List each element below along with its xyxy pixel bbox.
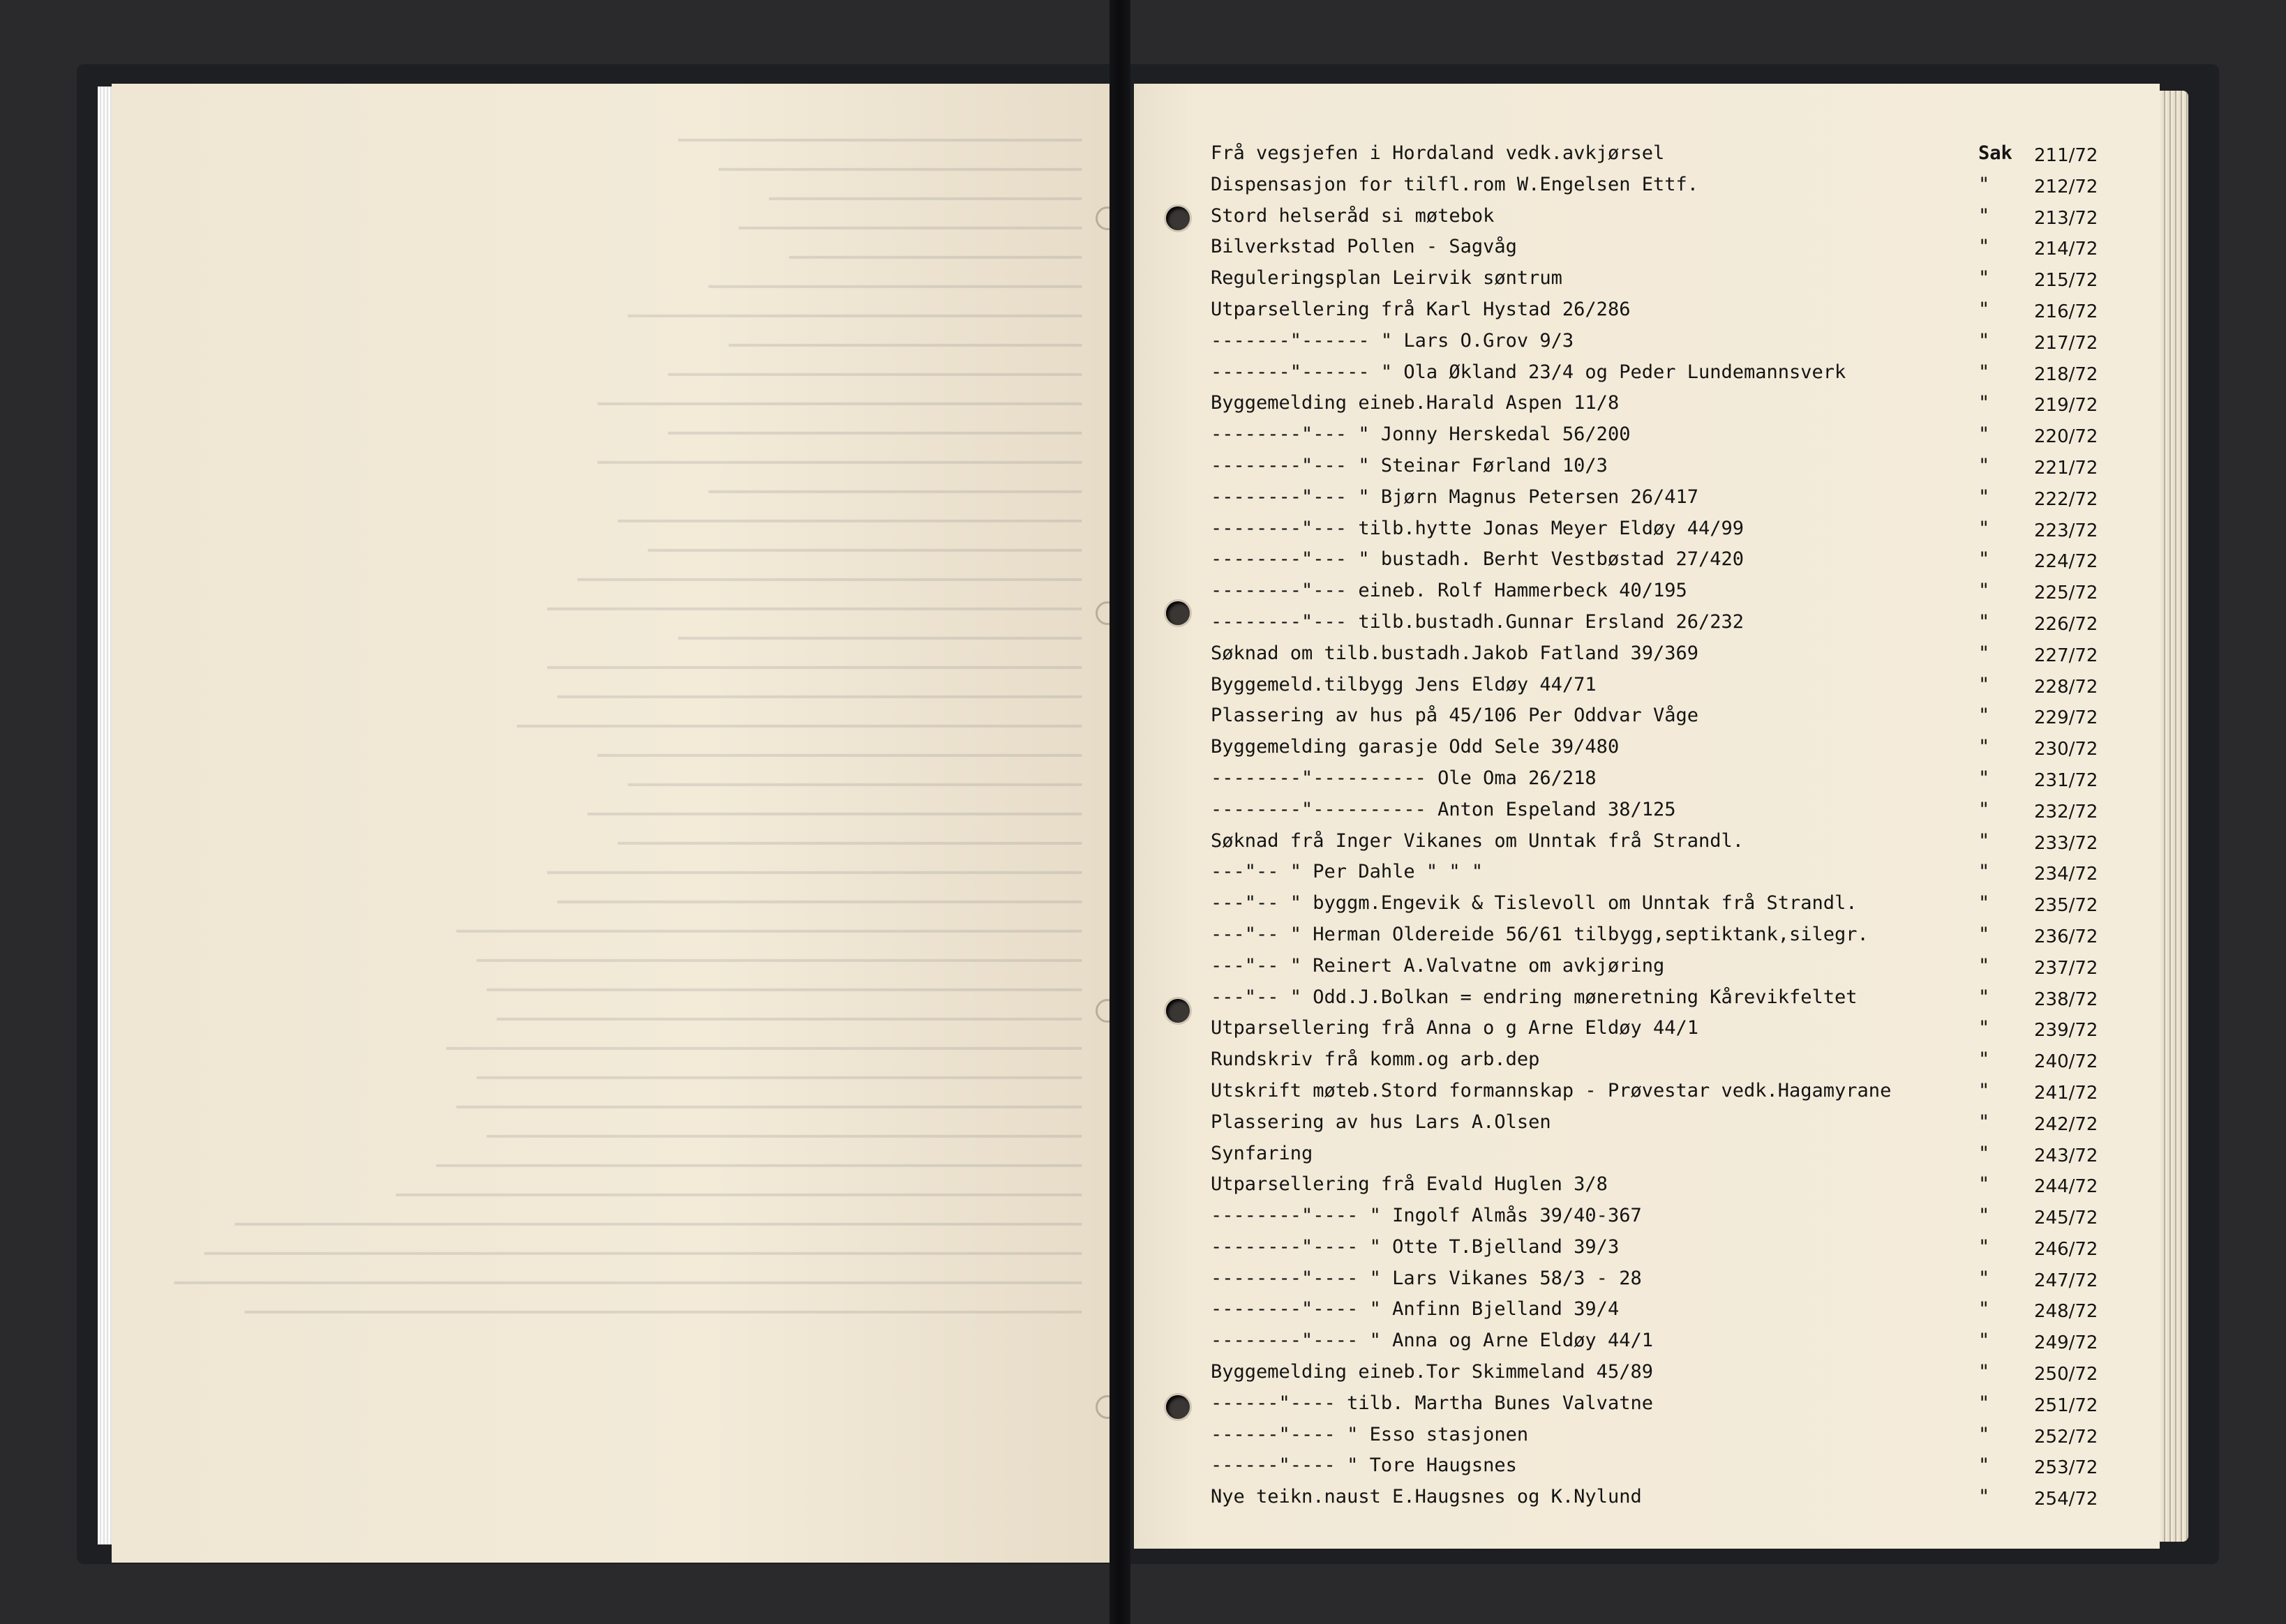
ditto-mark: " xyxy=(1978,173,1990,195)
journal-entry-row xyxy=(1211,921,2125,952)
journal-entry-row xyxy=(1211,796,2125,827)
ditto-mark: " xyxy=(1978,204,1990,227)
ditto-mark: " xyxy=(1978,954,1990,977)
case-number: 248/72 xyxy=(2034,1301,2098,1323)
ditto-mark: " xyxy=(1978,642,1990,664)
entry-text: ------"---- " Esso stasjonen xyxy=(1211,1423,1529,1445)
case-number: 229/72 xyxy=(2034,707,2098,729)
right-page-stack xyxy=(2156,91,2188,1542)
ditto-mark: " xyxy=(1978,798,1990,820)
journal-entry-row xyxy=(1211,1108,2125,1140)
case-number: 236/72 xyxy=(2034,926,2098,947)
ditto-mark: " xyxy=(1978,892,1990,915)
ditto-mark: " xyxy=(1978,1298,1990,1321)
journal-entry-row xyxy=(1211,296,2125,327)
ditto-mark: " xyxy=(1978,1423,1990,1445)
case-number: 231/72 xyxy=(2034,769,2098,791)
ditto-mark: " xyxy=(1978,736,1990,758)
entry-text: --------"--- tilb.bustadh.Gunnar Ersland 26/232 xyxy=(1211,610,1745,633)
ditto-mark: " xyxy=(1978,1392,1990,1414)
entry-text: ---"-- " Herman Oldereide 56/61 tilbygg,septiktank,silegr. xyxy=(1211,923,1869,945)
journal-entry-row xyxy=(1211,1046,2125,1077)
case-number: 220/72 xyxy=(2034,426,2098,448)
ditto-mark: " xyxy=(1978,267,1990,290)
entry-text: ------"---- tilb. Martha Bunes Valvatne xyxy=(1211,1392,1653,1414)
journal-entry-row xyxy=(1211,671,2125,702)
journal-entry-row xyxy=(1211,608,2125,640)
ditto-mark: " xyxy=(1978,1205,1990,1227)
journal-entry-row xyxy=(1211,1233,2125,1265)
entry-text: Bilverkstad Pollen - Sagvåg xyxy=(1211,236,1517,258)
ditto-mark: " xyxy=(1978,423,1990,446)
entry-text: Byggemeld.tilbygg Jens Eldøy 44/71 xyxy=(1211,673,1597,696)
journal-entry-row xyxy=(1211,1390,2125,1421)
journal-entry-row xyxy=(1211,389,2125,421)
case-number: 253/72 xyxy=(2034,1457,2098,1479)
journal-entry-row xyxy=(1211,889,2125,921)
entry-text: Byggemelding eineb.Harald Aspen 11/8 xyxy=(1211,392,1620,414)
case-number: 226/72 xyxy=(2034,613,2098,635)
case-number: 211/72 xyxy=(2034,145,2098,166)
journal-entry-row xyxy=(1211,577,2125,608)
entry-text: Utskrift møteb.Stord formannskap - Prøvestar vedk.Hagamyrane xyxy=(1211,1079,1892,1102)
binder-spine xyxy=(1110,0,1130,1624)
ditto-mark: " xyxy=(1978,923,1990,945)
journal-entry-row xyxy=(1211,546,2125,577)
entry-text: Dispensasjon for tilfl.rom W.Engelsen Ettf. xyxy=(1211,173,1698,195)
entry-text: -------"------ " Ola Økland 23/4 og Peder Lundemannsverk xyxy=(1211,361,1846,383)
journal-entry-row xyxy=(1211,515,2125,546)
journal-entry-row xyxy=(1211,483,2125,515)
journal-entry-row xyxy=(1211,233,2125,264)
entry-text: --------"--- " Steinar Førland 10/3 xyxy=(1211,454,1608,476)
case-number: 232/72 xyxy=(2034,801,2098,822)
journal-entry-row xyxy=(1211,1483,2125,1514)
journal-entry-row xyxy=(1211,452,2125,483)
entry-text: Byggemelding eineb.Tor Skimmeland 45/89 xyxy=(1211,1361,1653,1383)
case-number: 227/72 xyxy=(2034,645,2098,666)
case-number: 250/72 xyxy=(2034,1364,2098,1385)
case-number: 243/72 xyxy=(2034,1145,2098,1166)
entry-text: --------"---------- Anton Espeland 38/125 xyxy=(1211,798,1676,820)
ditto-mark: " xyxy=(1978,298,1990,320)
entry-text: Stord helseråd si møtebok xyxy=(1211,204,1495,227)
case-number: 228/72 xyxy=(2034,676,2098,698)
case-number: 234/72 xyxy=(2034,864,2098,885)
ditto-mark: " xyxy=(1978,673,1990,696)
ditto-mark: " xyxy=(1978,705,1990,727)
entry-text: Søknad frå Inger Vikanes om Unntak frå Strandl. xyxy=(1211,829,1745,852)
case-number: 240/72 xyxy=(2034,1051,2098,1073)
entry-text: --------"--- tilb.hytte Jonas Meyer Eldøy 44/99 xyxy=(1211,517,1745,539)
entry-text: --------"---- " Otte T.Bjelland 39/3 xyxy=(1211,1235,1620,1258)
case-number: 245/72 xyxy=(2034,1208,2098,1229)
journal-entry-row xyxy=(1211,1140,2125,1171)
left-page xyxy=(112,84,1110,1563)
ditto-mark: " xyxy=(1978,986,1990,1008)
ditto-mark: " xyxy=(1978,486,1990,508)
case-number: 247/72 xyxy=(2034,1270,2098,1291)
ditto-mark: " xyxy=(1978,361,1990,383)
entry-text: Utparsellering frå Karl Hystad 26/286 xyxy=(1211,298,1631,320)
punch-hole xyxy=(1166,601,1190,625)
journal-entry-row xyxy=(1211,359,2125,390)
journal-entry-row xyxy=(1211,1358,2125,1390)
bleed-through-text: ━━━━━━━━━━━━━━━━━━━━━━━━━━━━━━━━━━━━━━━━ ━━━━━━━━━━━━━━━━━━━━━━━━━━━━━━━━━━━━ ━━━━━━━━━━━━━━━━━━━━━━━━━━━━━━━ ━━━━━━━━━━━━━━━━━━━━━━━━━━━━━━━━━━ ━━━━━━━━━━━━━━━━━━━━━━━━━━━━━ ━━━━━━━━━━━━━━━━━━━━━━━━━━━━━━━━━━━━━ ━━━━━━━━━━━━━━━━━━━━━━━━━━━━━━━━━━━━━━━━━━━━━ ━━━━━━━━━━━━━━━━━━━━━━━━━━━━━━━━━━━ ━━━━━━━━━━━━━━━━━━━━━━━━━━━━━━━━━━━━━━━━━ ━━━━━━━━━━━━━━━━━━━━━━━━━━━━━━━━━━━━━━━━━━━━━━━━ ━━━━━━━━━━━━━━━━━━━━━━━━━━━━━━━━━━━━━━━━━ ━━━━━━━━━━━━━━━━━━━━━━━━━━━━━━━━━━━━━━━━━━━━━━━━ ━━━━━━━━━━━━━━━━━━━━━━━━━━━━━━━━━━━━━ ━━━━━━━━━━━━━━━━━━━━━━━━━━━━━━━━━━━━━━━━━━━━━━ ━━━━━━━━━━━━━━━━━━━━━━━━━━━━━━━━━━━━━━━━━━━ ━━━━━━━━━━━━━━━━━━━━━━━━━━━━━━━━━━━━━━━━━━━━━━━━━━ ━━━━━━━━━━━━━━━━━━━━━━━━━━━━━━━━━━━━━━━━━━━━━━━━━━━━━ ━━━━━━━━━━━━━━━━━━━━━━━━━━━━━━━━━━━━━━━━ ━━━━━━━━━━━━━━━━━━━━━━━━━━━━━━━━━━━━━━━━━━━━━━━━━━━━━ ━━━━━━━━━━━━━━━━━━━━━━━━━━━━━━━━━━━━━━━━━━━━━━━━━━━━ ━━━━━━━━━━━━━━━━━━━━━━━━━━━━━━━━━━━━━━━━━━━━━━━━━━━━━━━━ ━━━━━━━━━━━━━━━━━━━━━━━━━━━━━━━━━━━━━━━━━━━━━━━━ ━━━━━━━━━━━━━━━━━━━━━━━━━━━━━━━━━━━━━━━━━━━━━ ━━━━━━━━━━━━━━━━━━━━━━━━━━━━━━━━━━━━━━━━━━━━━━━━━ ━━━━━━━━━━━━━━━━━━━━━━━━━━━━━━━━━━━━━━━━━━━━━━ ━━━━━━━━━━━━━━━━━━━━━━━━━━━━━━━━━━━━━━━━━━━━━━━━━━━━━ ━━━━━━━━━━━━━━━━━━━━━━━━━━━━━━━━━━━━━━━━━━━━━━━━━━━━ ━━━━━━━━━━━━━━━━━━━━━━━━━━━━━━━━━━━━━━━━━━━━━━━━━━━━━━━━━━━━━━ ━━━━━━━━━━━━━━━━━━━━━━━━━━━━━━━━━━━━━━━━━━━━━━━━━━━━━━━━━━━━ ━━━━━━━━━━━━━━━━━━━━━━━━━━━━━━━━━━━━━━━━━━━━━━━━━━━━━━━━━━━ ━━━━━━━━━━━━━━━━━━━━━━━━━━━━━━━━━━━━━━━━━━━━━━━━━━━━━━━━━━ ━━━━━━━━━━━━━━━━━━━━━━━━━━━━━━━━━━━━━━━━━━━━━━━━━━━━━━━━━━━━━━━ ━━━━━━━━━━━━━━━━━━━━━━━━━━━━━━━━━━━━━━━━━━━━━━━━━━━━━━━━━━━━ ━━━━━━━━━━━━━━━━━━━━━━━━━━━━━━━━━━━━━━━━━━━━━━━━━━━━━━━━━━━━━━ ━━━━━━━━━━━━━━━━━━━━━━━━━━━━━━━━━━━━━━━━━━━━━━━━━━━━━━━━━━━ ━━━━━━━━━━━━━━━━━━━━━━━━━━━━━━━━━━━━━━━━━━━━━━━━━━━━━━━━━━━━━━━━ ━━━━━━━━━━━━━━━━━━━━━━━━━━━━━━━━━━━━━━━━━━━━━━━━━━━━━━━━━━━━━━━━━━━━ ━━━━━━━━━━━━━━━━━━━━━━━━━━━━━━━━━━━━━━━━━━━━━━━━━━━━━━━━━━━━━━━━━━━━━━━━━━━━━━━━━━━━ ━━━━━━━━━━━━━━━━━━━━━━━━━━━━━━━━━━━━━━━━━━━━━━━━━━━━━━━━━━━━━━━━━━━━━━━━━━━━━━━━━━━━━━━ ━━━━━━━━━━━━━━━━━━━━━━━━━━━━━━━━━━━━━━━━━━━━━━━━━━━━━━━━━━━━━━━━━━━━━━━━━━━━━━━━━━━━━━━━━━ ━━━━━━━━━━━━━━━━━━━━━━━━━━━━━━━━━━━━━━━━━━━━━━━━━━━━━━━━━━━━━━━━━━━━━━━━━━━━━━━━━━━ xyxy=(174,130,1082,1322)
ditto-mark: " xyxy=(1978,548,1990,571)
ditto-mark: " xyxy=(1978,1048,1990,1071)
case-number: 233/72 xyxy=(2034,832,2098,854)
ditto-mark: " xyxy=(1978,1142,1990,1164)
case-number: 224/72 xyxy=(2034,551,2098,573)
entry-text: --------"--- eineb. Rolf Hammerbeck 40/195 xyxy=(1211,580,1687,602)
journal-entry-row xyxy=(1211,421,2125,452)
ditto-mark: " xyxy=(1978,392,1990,414)
journal-entry-row xyxy=(1211,1171,2125,1202)
entry-text: Nye teikn.naust E.Haugsnes og K.Nylund xyxy=(1211,1486,1642,1508)
ditto-mark: " xyxy=(1978,1330,1990,1352)
journal-entry-row xyxy=(1211,264,2125,296)
ditto-mark: " xyxy=(1978,1235,1990,1258)
entry-text: --------"---- " Anna og Arne Eldøy 44/1 xyxy=(1211,1330,1653,1352)
case-number: 215/72 xyxy=(2034,270,2098,292)
case-number: 254/72 xyxy=(2034,1489,2098,1510)
journal-entry-row xyxy=(1211,1327,2125,1358)
ditto-mark: " xyxy=(1978,454,1990,476)
entry-text: Søknad om tilb.bustadh.Jakob Fatland 39/369 xyxy=(1211,642,1698,664)
ditto-mark: " xyxy=(1978,829,1990,852)
ditto-mark: " xyxy=(1978,1486,1990,1508)
journal-entry-row xyxy=(1211,702,2125,733)
entry-text: --------"---- " Lars Vikanes 58/3 - 28 xyxy=(1211,1267,1642,1289)
sak-label: Sak xyxy=(1978,142,2012,164)
ditto-mark: " xyxy=(1978,1017,1990,1039)
journal-entry-row xyxy=(1211,1202,2125,1233)
case-number: 244/72 xyxy=(2034,1176,2098,1198)
journal-entry-row xyxy=(1211,1452,2125,1483)
entry-text: Utparsellering frå Anna o g Arne Eldøy 44/1 xyxy=(1211,1017,1698,1039)
entry-text: Plassering av hus Lars A.Olsen xyxy=(1211,1111,1551,1133)
case-number: 213/72 xyxy=(2034,207,2098,229)
journal-entry-row xyxy=(1211,984,2125,1015)
journal-entry-row xyxy=(1211,733,2125,765)
case-number: 223/72 xyxy=(2034,520,2098,541)
entry-text: --------"--- " bustadh. Berht Vestbøstad 27/420 xyxy=(1211,548,1745,571)
case-number: 239/72 xyxy=(2034,1020,2098,1042)
entry-text: ---"-- " Odd.J.Bolkan = endring møneretning Kårevikfeltet xyxy=(1211,986,1858,1008)
case-number: 249/72 xyxy=(2034,1332,2098,1354)
journal-entry-row xyxy=(1211,1421,2125,1452)
entry-text: -------"------ " Lars O.Grov 9/3 xyxy=(1211,329,1574,352)
ditto-mark: " xyxy=(1978,1079,1990,1102)
entry-text: --------"---------- Ole Oma 26/218 xyxy=(1211,767,1597,789)
entry-text: Rundskriv frå komm.og arb.dep xyxy=(1211,1048,1540,1071)
ditto-mark: " xyxy=(1978,1111,1990,1133)
ditto-mark: " xyxy=(1978,517,1990,539)
case-number: 225/72 xyxy=(2034,582,2098,604)
journal-entry-row xyxy=(1211,952,2125,984)
entry-text: --------"---- " Ingolf Almås 39/40-367 xyxy=(1211,1205,1642,1227)
journal-entry-row xyxy=(1211,327,2125,359)
entry-text: --------"---- " Anfinn Bjelland 39/4 xyxy=(1211,1298,1620,1321)
entry-text: Frå vegsjefen i Hordaland vedk.avkjørsel xyxy=(1211,142,1665,164)
journal-entry-row xyxy=(1211,202,2125,234)
entry-text: ---"-- " byggm.Engevik & Tislevoll om Unntak frå Strandl. xyxy=(1211,892,1858,915)
case-number: 219/72 xyxy=(2034,395,2098,416)
journal-entry-row xyxy=(1211,640,2125,671)
entry-text: Utparsellering frå Evald Huglen 3/8 xyxy=(1211,1173,1608,1196)
ditto-mark: " xyxy=(1978,1267,1990,1289)
entry-text: ---"-- " Per Dahle " " " xyxy=(1211,861,1484,883)
journal-entry-row xyxy=(1211,140,2125,171)
entry-text: Byggemelding garasje Odd Sele 39/480 xyxy=(1211,736,1620,758)
ditto-mark: " xyxy=(1978,861,1990,883)
ditto-mark: " xyxy=(1978,329,1990,352)
case-number: 217/72 xyxy=(2034,332,2098,354)
case-number: 242/72 xyxy=(2034,1113,2098,1135)
case-number: 235/72 xyxy=(2034,895,2098,917)
ditto-mark: " xyxy=(1978,580,1990,602)
entry-text: ------"---- " Tore Haugsnes xyxy=(1211,1454,1517,1477)
ditto-mark: " xyxy=(1978,610,1990,633)
punch-hole xyxy=(1166,999,1190,1023)
journal-entries xyxy=(1211,140,2125,1514)
journal-entry-row xyxy=(1211,827,2125,859)
journal-entry-row xyxy=(1211,1265,2125,1296)
case-number: 218/72 xyxy=(2034,363,2098,385)
case-number: 214/72 xyxy=(2034,239,2098,260)
punch-hole xyxy=(1166,1395,1190,1419)
case-number: 216/72 xyxy=(2034,301,2098,322)
ditto-mark: " xyxy=(1978,236,1990,258)
case-number: 222/72 xyxy=(2034,488,2098,510)
entry-text: Plassering av hus på 45/106 Per Oddvar Våge xyxy=(1211,705,1698,727)
journal-entry-row xyxy=(1211,1295,2125,1327)
case-number: 230/72 xyxy=(2034,739,2098,760)
case-number: 251/72 xyxy=(2034,1394,2098,1416)
entry-text: --------"--- " Jonny Herskedal 56/200 xyxy=(1211,423,1631,446)
journal-entry-row xyxy=(1211,171,2125,202)
punch-hole xyxy=(1166,206,1190,230)
journal-entry-row xyxy=(1211,1077,2125,1108)
case-number: 238/72 xyxy=(2034,988,2098,1010)
case-number: 212/72 xyxy=(2034,176,2098,197)
journal-entry-row xyxy=(1211,1014,2125,1046)
case-number: 252/72 xyxy=(2034,1426,2098,1448)
case-number: 237/72 xyxy=(2034,957,2098,979)
journal-entry-row xyxy=(1211,858,2125,889)
ditto-mark: " xyxy=(1978,1173,1990,1196)
case-number: 241/72 xyxy=(2034,1082,2098,1104)
case-number: 246/72 xyxy=(2034,1238,2098,1260)
ditto-mark: " xyxy=(1978,1454,1990,1477)
entry-text: Synfaring xyxy=(1211,1142,1313,1164)
ditto-mark: " xyxy=(1978,767,1990,789)
entry-text: --------"--- " Bjørn Magnus Petersen 26/417 xyxy=(1211,486,1698,508)
case-number: 221/72 xyxy=(2034,457,2098,479)
journal-entry-row xyxy=(1211,765,2125,796)
entry-text: Reguleringsplan Leirvik søntrum xyxy=(1211,267,1562,290)
entry-text: ---"-- " Reinert A.Valvatne om avkjøring xyxy=(1211,954,1665,977)
ditto-mark: " xyxy=(1978,1361,1990,1383)
